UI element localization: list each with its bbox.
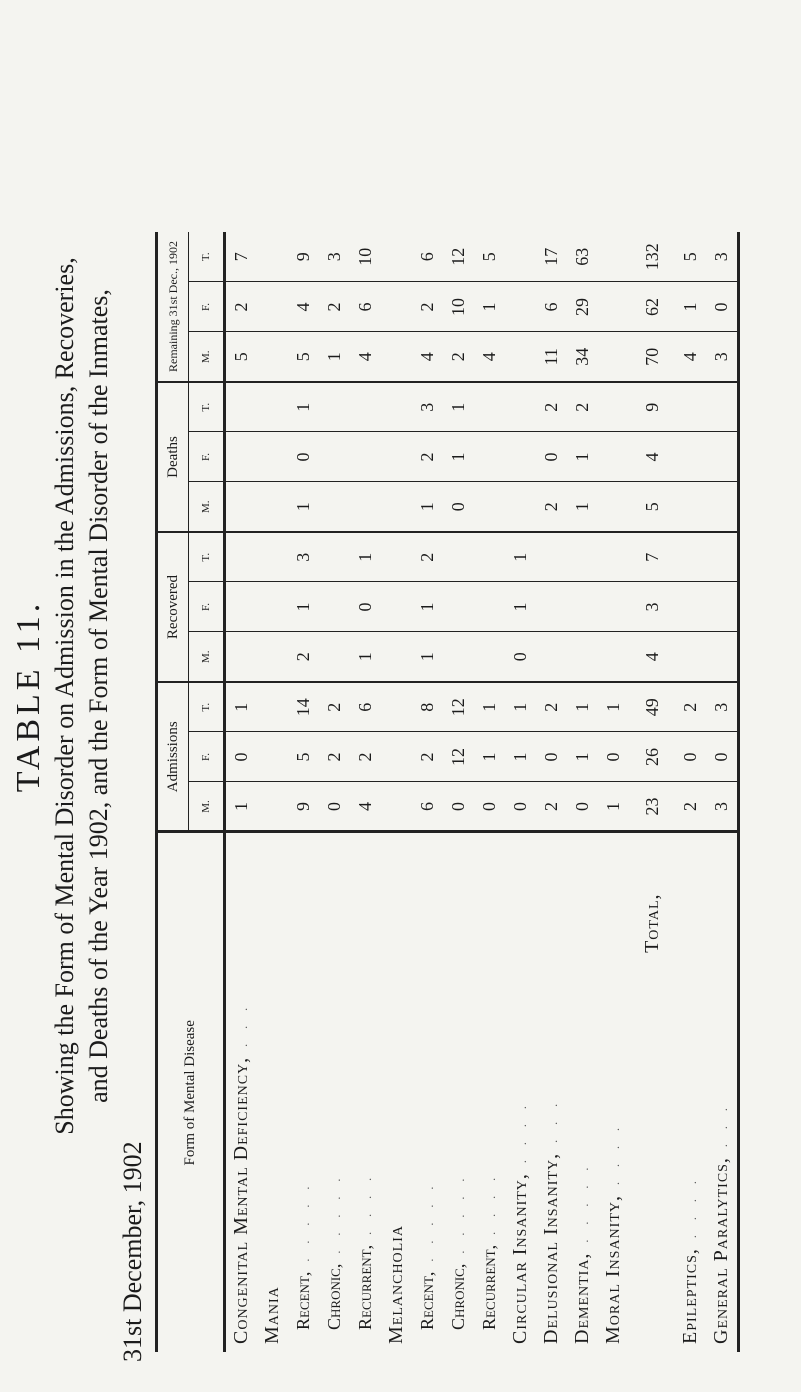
value-cell <box>381 532 412 582</box>
row-label <box>288 832 319 1352</box>
value-cell: 1 <box>567 432 598 482</box>
value-cell <box>567 632 598 682</box>
value-cell: 10 <box>443 282 474 332</box>
value-cell <box>319 482 350 532</box>
remaining-t: T. <box>189 232 225 282</box>
recovered-m: M. <box>189 632 225 682</box>
value-cell <box>598 582 629 632</box>
value-cell <box>381 382 412 432</box>
value-cell: 4 <box>675 332 706 382</box>
value-cell: 63 <box>567 232 598 282</box>
value-cell: 0 <box>706 282 739 332</box>
value-cell <box>350 482 381 532</box>
value-cell <box>350 432 381 482</box>
value-cell <box>598 432 629 482</box>
value-cell <box>381 632 412 682</box>
leader-dots: . . . . <box>360 1171 374 1235</box>
table-number: TABLE 11. <box>10 599 47 793</box>
value-cell <box>225 582 258 632</box>
value-cell: 4 <box>629 432 675 482</box>
value-cell: 0 <box>443 482 474 532</box>
row-label-text: Congenital Mental Deficiency, <box>230 1056 252 1344</box>
value-cell: 2 <box>536 682 567 732</box>
value-cell: 2 <box>288 632 319 682</box>
value-cell <box>474 432 505 482</box>
row-label-text: Moral Insanity, <box>602 1195 624 1344</box>
value-cell: 1 <box>598 782 629 832</box>
table-row <box>536 232 567 1352</box>
value-cell <box>505 382 536 432</box>
table-caption-line-2: and Deaths of the Year 1902, and the Form of Mental Disorder of the Inmates, <box>84 289 113 1103</box>
admissions-f: F. <box>189 732 225 782</box>
recovered-f: F. <box>189 582 225 632</box>
value-cell: 3 <box>706 782 739 832</box>
value-cell: 11 <box>536 332 567 382</box>
value-cell <box>257 482 288 532</box>
value-cell: 6 <box>412 782 443 832</box>
table-row <box>505 232 536 1352</box>
row-label-text: Dementia, <box>571 1252 593 1344</box>
value-cell <box>443 582 474 632</box>
value-cell <box>598 332 629 382</box>
value-cell <box>257 782 288 832</box>
value-cell: 10 <box>350 232 381 282</box>
form-header: Form of Mental Disease <box>157 832 225 1352</box>
value-cell: 14 <box>288 682 319 732</box>
value-cell: 5 <box>629 482 675 532</box>
value-cell: 0 <box>474 782 505 832</box>
value-cell: 5 <box>675 232 706 282</box>
row-label <box>381 832 412 1352</box>
value-cell <box>598 282 629 332</box>
deaths-header: Deaths <box>157 382 189 532</box>
value-cell: 1 <box>567 732 598 782</box>
value-cell <box>381 482 412 532</box>
value-cell: 29 <box>567 282 598 332</box>
table-row <box>474 232 505 1352</box>
value-cell <box>381 232 412 282</box>
value-cell <box>257 282 288 332</box>
value-cell: 1 <box>288 382 319 432</box>
admissions-t: T. <box>189 682 225 732</box>
value-cell: 2 <box>443 332 474 382</box>
value-cell: 2 <box>675 682 706 732</box>
row-label <box>412 832 443 1352</box>
recovered-t: T. <box>189 532 225 582</box>
value-cell <box>505 332 536 382</box>
value-cell: 9 <box>288 782 319 832</box>
value-cell: 2 <box>412 732 443 782</box>
value-cell: 3 <box>706 232 739 282</box>
value-cell: 12 <box>443 732 474 782</box>
value-cell: 132 <box>629 232 675 282</box>
value-cell: 7 <box>629 532 675 582</box>
table-row <box>443 232 474 1352</box>
value-cell: 2 <box>225 282 258 332</box>
value-cell <box>706 632 739 682</box>
value-cell <box>350 382 381 432</box>
value-cell: 4 <box>350 782 381 832</box>
value-cell <box>381 682 412 732</box>
value-cell: 2 <box>319 682 350 732</box>
value-cell: 4 <box>629 632 675 682</box>
value-cell: 0 <box>536 432 567 482</box>
value-cell <box>319 632 350 682</box>
value-cell: 12 <box>443 232 474 282</box>
value-cell: 2 <box>319 732 350 782</box>
value-cell <box>257 582 288 632</box>
row-label <box>225 832 258 1352</box>
row-label-text: Chronic, <box>448 1263 468 1330</box>
row-label-text: Recurrent, <box>355 1244 375 1330</box>
value-cell: 8 <box>412 682 443 732</box>
table-body <box>225 232 739 1352</box>
value-cell: 5 <box>288 332 319 382</box>
value-cell <box>536 582 567 632</box>
value-cell: 1 <box>225 782 258 832</box>
value-cell: 0 <box>598 732 629 782</box>
value-cell: 0 <box>706 732 739 782</box>
table-row <box>319 232 350 1352</box>
value-cell: 1 <box>225 682 258 732</box>
value-cell <box>225 482 258 532</box>
leader-dots: . . . . <box>484 1171 498 1235</box>
value-cell: 2 <box>536 482 567 532</box>
value-cell <box>443 632 474 682</box>
value-cell <box>474 632 505 682</box>
value-cell <box>675 632 706 682</box>
value-cell: 1 <box>443 432 474 482</box>
value-cell: 5 <box>225 332 258 382</box>
value-cell <box>381 282 412 332</box>
row-label-text: Circular Insanity, <box>509 1173 531 1344</box>
value-cell: 1 <box>474 282 505 332</box>
recovered-header: Recovered <box>157 532 189 682</box>
value-cell: 1 <box>474 682 505 732</box>
row-label <box>598 832 629 1352</box>
value-cell: 3 <box>319 232 350 282</box>
table-row <box>288 232 319 1352</box>
leader-dots: . . . . <box>685 1175 699 1239</box>
leader-dots: . . . <box>716 1102 730 1148</box>
row-label-text: Total, <box>640 893 663 953</box>
value-cell: 5 <box>474 232 505 282</box>
value-cell <box>598 382 629 432</box>
remaining-header: Remaining 31st Dec., 1902 <box>157 232 189 382</box>
value-cell <box>706 382 739 432</box>
value-cell <box>257 232 288 282</box>
value-cell <box>225 432 258 482</box>
value-cell: 1 <box>288 482 319 532</box>
value-cell <box>257 682 288 732</box>
leader-dots: . . . . <box>515 1100 529 1164</box>
value-cell: 4 <box>412 332 443 382</box>
value-cell: 1 <box>567 482 598 532</box>
table-row <box>257 232 288 1352</box>
value-cell: 1 <box>598 682 629 732</box>
value-cell <box>474 482 505 532</box>
value-cell <box>381 432 412 482</box>
value-cell: 12 <box>443 682 474 732</box>
row-label <box>536 832 567 1352</box>
value-cell <box>257 632 288 682</box>
table-row <box>706 232 739 1352</box>
value-cell: 2 <box>319 282 350 332</box>
row-label-text: Mania <box>261 1286 283 1344</box>
value-cell: 4 <box>474 332 505 382</box>
row-label-text: Recent, <box>293 1271 313 1330</box>
value-cell <box>675 482 706 532</box>
value-cell: 0 <box>505 782 536 832</box>
value-cell <box>443 532 474 582</box>
value-cell <box>706 582 739 632</box>
value-cell: 5 <box>288 732 319 782</box>
value-cell <box>598 632 629 682</box>
value-cell: 1 <box>675 282 706 332</box>
leader-dots: . . . . <box>608 1122 622 1185</box>
value-cell: 0 <box>350 582 381 632</box>
remaining-f: F. <box>189 282 225 332</box>
table-row <box>381 232 412 1352</box>
deaths-m: M. <box>189 482 225 532</box>
row-label-text: Epileptics, <box>679 1248 701 1344</box>
leader-dots: . . . . . <box>422 1180 436 1262</box>
row-label-text: Delusional Insanity, <box>540 1152 562 1344</box>
value-cell: 6 <box>350 282 381 332</box>
value-cell: 17 <box>536 232 567 282</box>
value-cell: 3 <box>706 682 739 732</box>
row-label-text: Recurrent, <box>479 1244 499 1330</box>
table-row <box>675 232 706 1352</box>
value-cell: 0 <box>536 732 567 782</box>
row-label <box>505 832 536 1352</box>
value-cell <box>381 782 412 832</box>
row-label <box>474 832 505 1352</box>
value-cell <box>319 582 350 632</box>
row-label-text: General Paralytics, <box>710 1157 732 1344</box>
deaths-f: F. <box>189 432 225 482</box>
value-cell <box>505 482 536 532</box>
table-row <box>598 232 629 1352</box>
value-cell: 49 <box>629 682 675 732</box>
value-cell: 34 <box>567 332 598 382</box>
value-cell <box>225 532 258 582</box>
value-cell <box>505 432 536 482</box>
value-cell <box>598 532 629 582</box>
value-cell: 0 <box>225 732 258 782</box>
leader-dots: . . . . . <box>577 1161 591 1243</box>
value-cell: 1 <box>474 732 505 782</box>
value-cell <box>381 732 412 782</box>
value-cell: 6 <box>412 232 443 282</box>
value-cell: 3 <box>412 382 443 432</box>
value-cell <box>319 532 350 582</box>
value-cell: 6 <box>350 682 381 732</box>
value-cell: 1 <box>412 582 443 632</box>
value-cell: 4 <box>288 282 319 332</box>
total-row <box>629 232 675 1352</box>
value-cell <box>474 532 505 582</box>
value-cell: 2 <box>675 782 706 832</box>
value-cell <box>319 382 350 432</box>
leader-dots: . . . . . <box>298 1180 312 1262</box>
value-cell: 2 <box>536 382 567 432</box>
table-row <box>567 232 598 1352</box>
value-cell <box>257 432 288 482</box>
value-cell: 1 <box>412 632 443 682</box>
value-cell <box>257 732 288 782</box>
value-cell <box>225 632 258 682</box>
value-cell: 0 <box>505 632 536 682</box>
value-cell: 0 <box>675 732 706 782</box>
value-cell: 6 <box>536 282 567 332</box>
value-cell: 1 <box>505 532 536 582</box>
value-cell: 1 <box>350 632 381 682</box>
value-cell: 1 <box>443 382 474 432</box>
value-cell <box>536 632 567 682</box>
row-label-text: Recent, <box>417 1271 437 1330</box>
value-cell <box>257 532 288 582</box>
value-cell: 62 <box>629 282 675 332</box>
value-cell: 1 <box>505 582 536 632</box>
value-cell <box>257 332 288 382</box>
value-cell: 7 <box>225 232 258 282</box>
row-label <box>319 832 350 1352</box>
value-cell: 1 <box>350 532 381 582</box>
value-cell: 2 <box>412 432 443 482</box>
value-cell <box>675 382 706 432</box>
value-cell <box>474 582 505 632</box>
value-cell: 0 <box>567 782 598 832</box>
value-cell <box>474 382 505 432</box>
value-cell <box>257 382 288 432</box>
value-cell <box>536 532 567 582</box>
row-label-text: Chronic, <box>324 1263 344 1330</box>
value-cell <box>675 432 706 482</box>
value-cell: 9 <box>288 232 319 282</box>
value-cell: 1 <box>319 332 350 382</box>
value-cell: 1 <box>505 682 536 732</box>
value-cell <box>505 232 536 282</box>
row-label <box>350 832 381 1352</box>
value-cell: 0 <box>319 782 350 832</box>
table-caption-line-1: Showing the Form of Mental Disorder on Admission in the Admissions, Recoveries, <box>50 257 79 1135</box>
row-label <box>257 832 288 1352</box>
row-label-text: Melancholia <box>385 1225 407 1344</box>
value-cell <box>706 532 739 582</box>
value-cell: 70 <box>629 332 675 382</box>
value-cell: 23 <box>629 782 675 832</box>
value-cell: 3 <box>629 582 675 632</box>
value-cell: 2 <box>567 382 598 432</box>
value-cell: 1 <box>567 682 598 732</box>
value-cell <box>381 582 412 632</box>
value-cell: 2 <box>412 282 443 332</box>
row-label <box>629 832 675 1352</box>
value-cell: 3 <box>706 332 739 382</box>
value-cell <box>598 482 629 532</box>
leader-dots: . . . . . <box>329 1172 343 1254</box>
value-cell: 0 <box>288 432 319 482</box>
leader-dots: . . . . . <box>453 1172 467 1254</box>
value-cell <box>225 382 258 432</box>
row-label <box>675 832 706 1352</box>
value-cell: 1 <box>505 732 536 782</box>
leader-dots: . . . <box>236 1001 250 1047</box>
admissions-header: Admissions <box>157 682 189 832</box>
value-cell: 3 <box>288 532 319 582</box>
table-row <box>225 232 258 1352</box>
table-caption-line-3: 31st December, 1902 <box>118 1141 147 1362</box>
value-cell <box>675 582 706 632</box>
admissions-m: M. <box>189 782 225 832</box>
value-cell: 0 <box>443 782 474 832</box>
row-label <box>706 832 739 1352</box>
value-cell <box>706 482 739 532</box>
deaths-t: T. <box>189 382 225 432</box>
value-cell: 4 <box>350 332 381 382</box>
value-cell: 26 <box>629 732 675 782</box>
table-row <box>412 232 443 1352</box>
table-row <box>350 232 381 1352</box>
row-label <box>567 832 598 1352</box>
value-cell <box>567 582 598 632</box>
value-cell: 2 <box>412 532 443 582</box>
value-cell <box>675 532 706 582</box>
mental-disorder-table <box>155 232 740 1352</box>
value-cell <box>598 232 629 282</box>
value-cell <box>381 332 412 382</box>
value-cell <box>319 432 350 482</box>
value-cell <box>567 532 598 582</box>
value-cell: 9 <box>629 382 675 432</box>
row-label <box>443 832 474 1352</box>
value-cell <box>505 282 536 332</box>
value-cell: 2 <box>350 732 381 782</box>
value-cell <box>706 432 739 482</box>
value-cell: 2 <box>536 782 567 832</box>
value-cell: 1 <box>412 482 443 532</box>
value-cell: 1 <box>288 582 319 632</box>
leader-dots: . . . <box>546 1097 560 1143</box>
remaining-m: M. <box>189 332 225 382</box>
